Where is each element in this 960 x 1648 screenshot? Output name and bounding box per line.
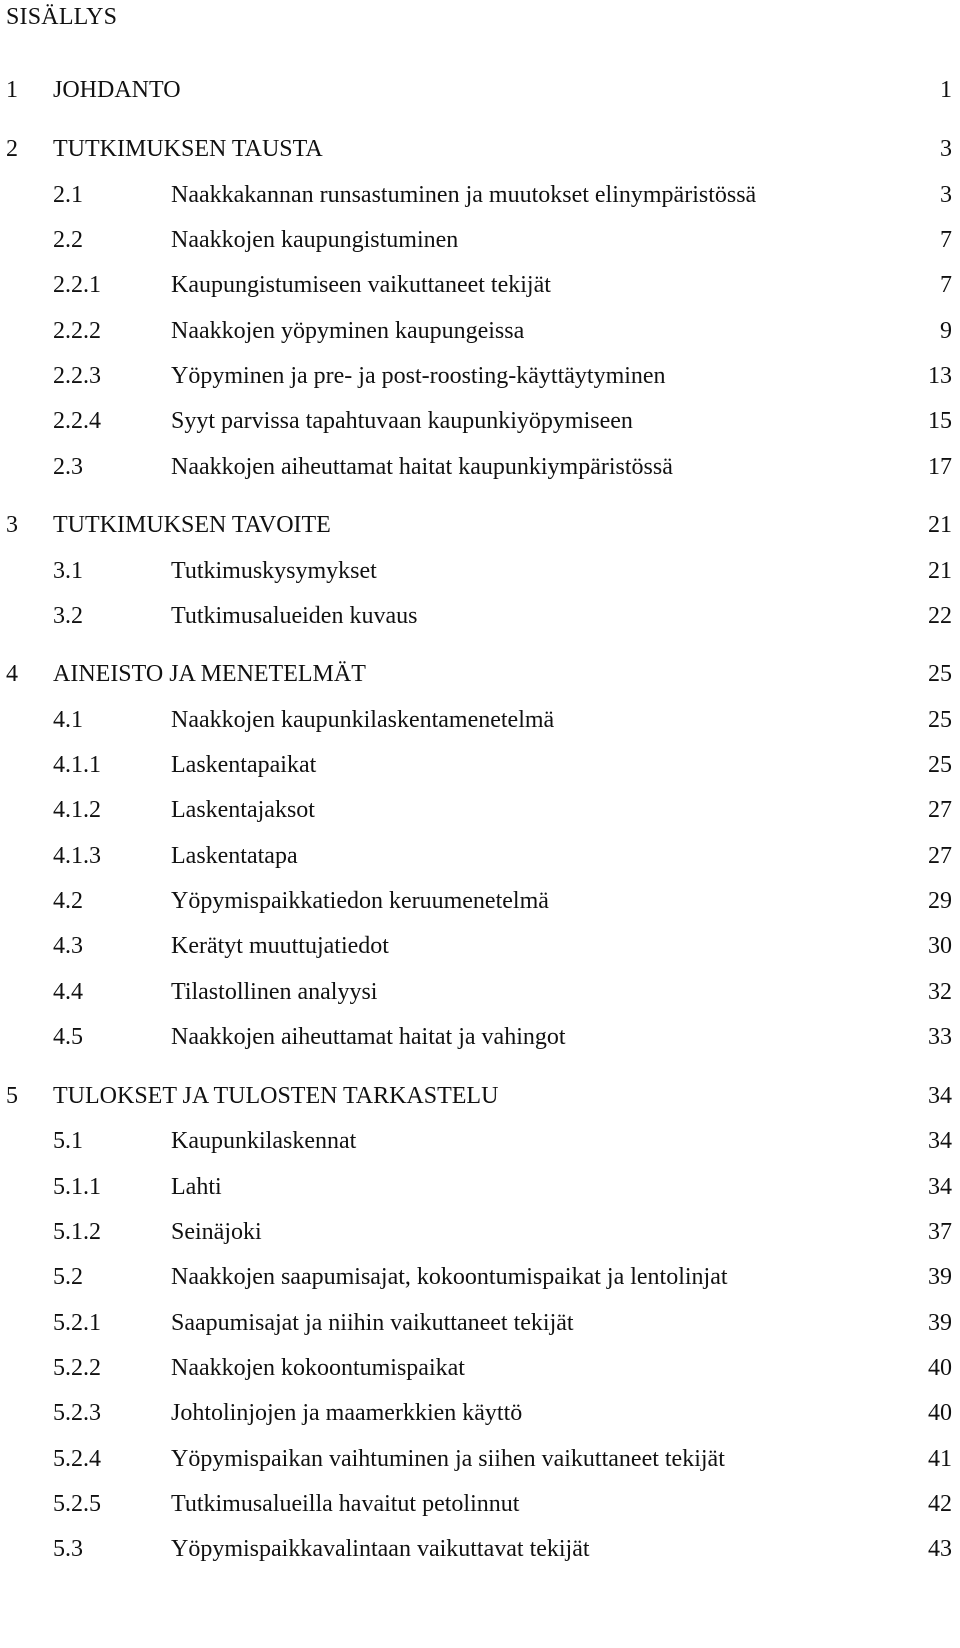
toc-entry-page: 17	[928, 454, 952, 480]
toc-entry-number: 1	[6, 77, 18, 103]
toc-section-entry	[0, 1020, 960, 1054]
toc-entry-number: 2.2.4	[53, 408, 101, 434]
toc-section-entry	[0, 268, 960, 302]
toc-entry-page: 1	[940, 77, 952, 103]
toc-entry-page: 9	[940, 318, 952, 344]
toc-title: SISÄLLYS	[6, 4, 118, 30]
toc-entry-page: 25	[928, 707, 952, 733]
toc-entry-number: 2.2.2	[53, 318, 101, 344]
toc-entry-label: Tutkimusalueilla havaitut petolinnut	[171, 1491, 520, 1517]
toc-section-entry	[0, 1442, 960, 1476]
toc-entry-label: TUTKIMUKSEN TAVOITE	[53, 512, 331, 538]
toc-entry-page: 21	[928, 558, 952, 584]
toc-entry-label: Yöpymispaikkatiedon keruumenetelmä	[171, 888, 549, 914]
toc-section-entry	[0, 1306, 960, 1340]
toc-entry-number: 3.2	[53, 603, 83, 629]
toc-entry-label: Tilastollinen analyysi	[171, 979, 378, 1005]
toc-section-entry	[0, 1487, 960, 1521]
toc-section-entry	[0, 314, 960, 348]
toc-section-entry	[0, 703, 960, 737]
toc-section-entry	[0, 1396, 960, 1430]
toc-entry-label: Yöpymispaikkavalintaan vaikuttavat tekijät	[171, 1536, 590, 1562]
toc-section-entry	[0, 1260, 960, 1294]
toc-entry-page: 15	[928, 408, 952, 434]
toc-entry-page: 7	[940, 227, 952, 253]
toc-entry-number: 5.1.2	[53, 1219, 101, 1245]
toc-entry-number: 5.2.5	[53, 1491, 101, 1517]
toc-section-entry	[0, 1532, 960, 1566]
toc-entry-label: Kaupunkilaskennat	[171, 1128, 357, 1154]
toc-entry-number: 4.4	[53, 979, 83, 1005]
toc-entry-label: Seinäjoki	[171, 1219, 262, 1245]
toc-entry-number: 5.1.1	[53, 1174, 101, 1200]
toc-section-entry	[0, 1351, 960, 1385]
toc-entry-page: 3	[940, 136, 952, 162]
toc-entry-label: Lahti	[171, 1174, 222, 1200]
toc-section-entry	[0, 599, 960, 633]
toc-entry-number: 5.1	[53, 1128, 83, 1154]
toc-entry-page: 29	[928, 888, 952, 914]
toc-section-entry	[0, 975, 960, 1009]
toc-section-entry	[0, 359, 960, 393]
toc-entry-label: JOHDANTO	[53, 77, 181, 103]
toc-entry-label: Laskentajaksot	[171, 797, 315, 823]
toc-entry-page: 33	[928, 1024, 952, 1050]
toc-section-entry	[0, 929, 960, 963]
toc-entry-page: 27	[928, 843, 952, 869]
toc-entry-label: Naakkojen kokoontumispaikat	[171, 1355, 465, 1381]
toc-entry-number: 5.2.1	[53, 1310, 101, 1336]
toc-entry-page: 43	[928, 1536, 952, 1562]
toc-entry-page: 37	[928, 1219, 952, 1245]
toc-entry-page: 41	[928, 1446, 952, 1472]
toc-entry-page: 39	[928, 1264, 952, 1290]
toc-entry-number: 4	[6, 661, 18, 687]
toc-entry-number: 3.1	[53, 558, 83, 584]
toc-entry-page: 27	[928, 797, 952, 823]
toc-entry-label: Naakkojen yöpyminen kaupungeissa	[171, 318, 525, 344]
toc-entry-label: Syyt parvissa tapahtuvaan kaupunkiyöpymiseen	[171, 408, 633, 434]
toc-entry-label: Saapumisajat ja niihin vaikuttaneet tekijät	[171, 1310, 574, 1336]
toc-entry-page: 7	[940, 272, 952, 298]
toc-entry-page: 34	[928, 1174, 952, 1200]
toc-section-entry	[0, 1215, 960, 1249]
toc-entry-label: Naakkojen kaupungistuminen	[171, 227, 459, 253]
toc-entry-number: 5.2.2	[53, 1355, 101, 1381]
toc-entry-number: 3	[6, 512, 18, 538]
toc-section-entry	[0, 793, 960, 827]
toc-entry-page: 25	[928, 752, 952, 778]
toc-section-entry	[0, 1124, 960, 1158]
toc-entry-number: 5	[6, 1083, 18, 1109]
toc-section-entry	[0, 450, 960, 484]
toc-entry-label: Naakkojen aiheuttamat haitat kaupunkiympäristössä	[171, 454, 673, 480]
toc-entry-number: 2.2.1	[53, 272, 101, 298]
toc-entry-page: 39	[928, 1310, 952, 1336]
toc-entry-number: 5.2.3	[53, 1400, 101, 1426]
toc-entry-label: Kaupungistumiseen vaikuttaneet tekijät	[171, 272, 551, 298]
toc-chapter-entry	[0, 1079, 960, 1113]
toc-section-entry	[0, 404, 960, 438]
toc-entry-label: Laskentapaikat	[171, 752, 317, 778]
toc-entry-number: 4.5	[53, 1024, 83, 1050]
toc-entry-number: 5.2.4	[53, 1446, 101, 1472]
toc-entry-number: 2.3	[53, 454, 83, 480]
toc-entry-number: 4.1.3	[53, 843, 101, 869]
toc-entry-label: Naakkojen saapumisajat, kokoontumispaikat ja lentolinjat	[171, 1264, 728, 1290]
toc-entry-label: AINEISTO JA MENETELMÄT	[53, 661, 366, 687]
toc-chapter-entry	[0, 657, 960, 691]
toc-entry-label: TUTKIMUKSEN TAUSTA	[53, 136, 323, 162]
toc-entry-number: 4.2	[53, 888, 83, 914]
toc-section-entry	[0, 178, 960, 212]
toc-entry-number: 2.2.3	[53, 363, 101, 389]
toc-entry-page: 34	[928, 1083, 952, 1109]
toc-entry-number: 5.3	[53, 1536, 83, 1562]
toc-chapter-entry	[0, 508, 960, 542]
toc-entry-number: 5.2	[53, 1264, 83, 1290]
toc-entry-label: Yöpymispaikan vaihtuminen ja siihen vaikuttaneet tekijät	[171, 1446, 725, 1472]
toc-entry-number: 2	[6, 136, 18, 162]
toc-entry-page: 30	[928, 933, 952, 959]
toc-entry-page: 25	[928, 661, 952, 687]
toc-entry-page: 42	[928, 1491, 952, 1517]
toc-entry-page: 34	[928, 1128, 952, 1154]
toc-entry-label: Kerätyt muuttujatiedot	[171, 933, 389, 959]
toc-entry-label: Johtolinjojen ja maamerkkien käyttö	[171, 1400, 523, 1426]
toc-entry-label: Naakkakannan runsastuminen ja muutokset elinympäristössä	[171, 182, 757, 208]
toc-entry-number: 4.1	[53, 707, 83, 733]
toc-section-entry	[0, 839, 960, 873]
toc-entry-page: 22	[928, 603, 952, 629]
toc-entry-number: 2.1	[53, 182, 83, 208]
toc-entry-label: Tutkimusalueiden kuvaus	[171, 603, 418, 629]
toc-chapter-entry	[0, 73, 960, 107]
toc-section-entry	[0, 554, 960, 588]
toc-entry-label: Naakkojen kaupunkilaskentamenetelmä	[171, 707, 555, 733]
toc-entry-page: 40	[928, 1355, 952, 1381]
toc-entry-page: 32	[928, 979, 952, 1005]
toc-entry-label: Yöpyminen ja pre- ja post-roosting-käyttäytyminen	[171, 363, 666, 389]
toc-entry-label: Naakkojen aiheuttamat haitat ja vahingot	[171, 1024, 566, 1050]
toc-entry-page: 13	[928, 363, 952, 389]
toc-entry-page: 21	[928, 512, 952, 538]
toc-section-entry	[0, 884, 960, 918]
toc-section-entry	[0, 223, 960, 257]
toc-entry-page: 3	[940, 182, 952, 208]
toc-section-entry	[0, 1170, 960, 1204]
toc-chapter-entry	[0, 132, 960, 166]
toc-entry-label: Laskentatapa	[171, 843, 298, 869]
toc-entry-number: 4.3	[53, 933, 83, 959]
toc-entry-number: 4.1.2	[53, 797, 101, 823]
toc-entry-number: 4.1.1	[53, 752, 101, 778]
toc-entry-number: 2.2	[53, 227, 83, 253]
toc-entry-page: 40	[928, 1400, 952, 1426]
toc-entry-label: Tutkimuskysymykset	[171, 558, 377, 584]
toc-section-entry	[0, 748, 960, 782]
toc-entry-label: TULOKSET JA TULOSTEN TARKASTELU	[53, 1083, 499, 1109]
